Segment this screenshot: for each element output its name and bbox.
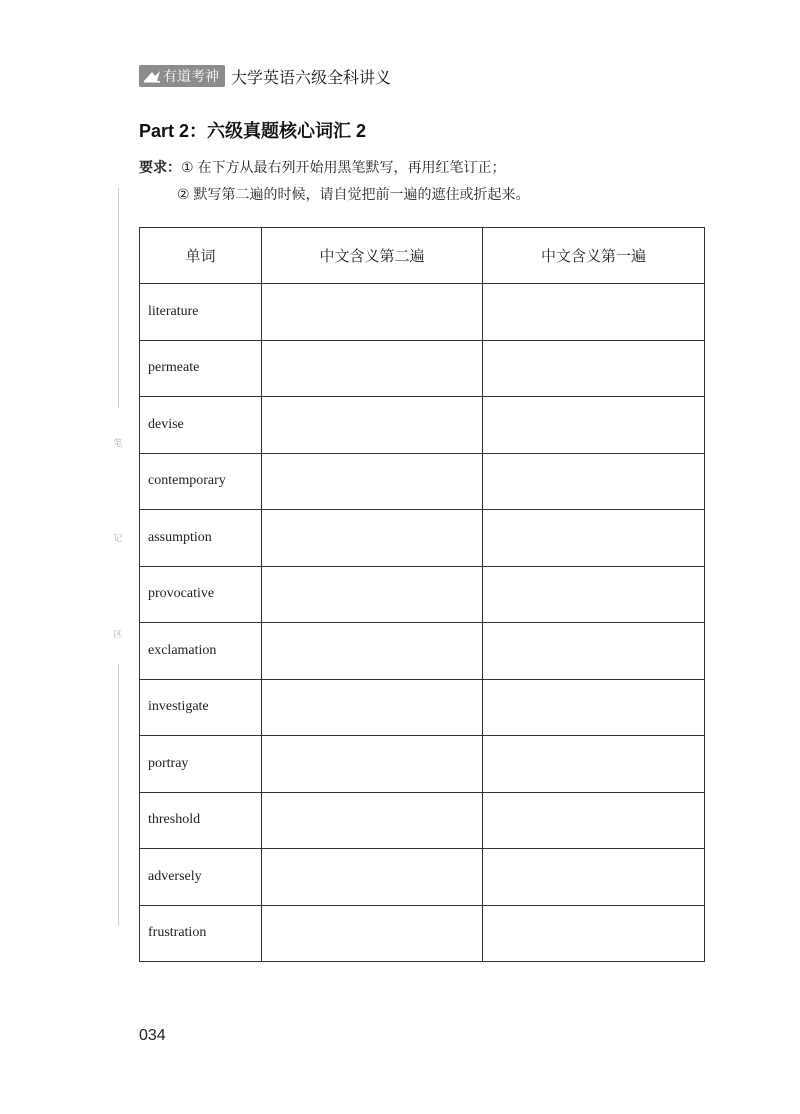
table-row xyxy=(140,453,705,510)
meaning-second-cell[interactable] xyxy=(262,566,483,623)
word-cell: threshold xyxy=(140,792,262,849)
table-row xyxy=(140,284,705,341)
meaning-second-cell[interactable] xyxy=(262,849,483,906)
word-cell: devise xyxy=(140,397,262,454)
meaning-second-cell[interactable] xyxy=(262,340,483,397)
meaning-second-cell[interactable] xyxy=(262,284,483,341)
word-cell: exclamation xyxy=(140,623,262,680)
word-cell: adversely xyxy=(140,849,262,906)
meaning-first-cell[interactable] xyxy=(483,736,705,793)
header-meaning-first: 中文含义第一遍 xyxy=(483,228,705,284)
table-row xyxy=(140,510,705,567)
requirement-line-1 xyxy=(139,157,505,177)
word-cell: literature xyxy=(140,284,262,341)
meaning-second-cell[interactable] xyxy=(262,679,483,736)
word-cell: permeate xyxy=(140,340,262,397)
meaning-first-cell[interactable] xyxy=(483,679,705,736)
meaning-second-cell[interactable] xyxy=(262,397,483,454)
meaning-first-cell[interactable] xyxy=(483,849,705,906)
word-cell: assumption xyxy=(140,510,262,567)
meaning-second-cell[interactable] xyxy=(262,736,483,793)
table-header-row xyxy=(140,228,705,284)
notes-margin-char-3: 区 xyxy=(113,629,123,639)
meaning-first-cell[interactable] xyxy=(483,792,705,849)
table-row xyxy=(140,792,705,849)
brand-badge xyxy=(139,65,225,87)
meaning-first-cell[interactable] xyxy=(483,284,705,341)
word-cell: contemporary xyxy=(140,453,262,510)
table-row xyxy=(140,905,705,962)
meaning-second-cell[interactable] xyxy=(262,453,483,510)
meaning-first-cell[interactable] xyxy=(483,566,705,623)
table-row xyxy=(140,849,705,906)
notes-margin-char-2: 记 xyxy=(113,533,123,543)
notes-margin-line-bottom xyxy=(118,664,119,926)
meaning-first-cell[interactable] xyxy=(483,905,705,962)
requirement-line-2: ② 默写第二遍的时候，请自觉把前一遍的遮住或折起来。 xyxy=(177,186,530,202)
word-cell: portray xyxy=(140,736,262,793)
meaning-first-cell[interactable] xyxy=(483,510,705,567)
word-cell: provocative xyxy=(140,566,262,623)
table-row xyxy=(140,736,705,793)
table-row xyxy=(140,340,705,397)
header-meaning-second: 中文含义第二遍 xyxy=(262,228,483,284)
meaning-second-cell[interactable] xyxy=(262,905,483,962)
header-word: 单词 xyxy=(140,228,262,284)
requirement-text-1: ① 在下方从最右列开始用黑笔默写，再用红笔订正； xyxy=(181,159,506,175)
meaning-second-cell[interactable] xyxy=(262,623,483,680)
logo-icon xyxy=(143,69,161,83)
meaning-first-cell[interactable] xyxy=(483,623,705,680)
notes-margin-char-1: 笔 xyxy=(113,438,123,448)
meaning-first-cell[interactable] xyxy=(483,340,705,397)
table-row xyxy=(140,566,705,623)
page-number: 034 xyxy=(139,1027,166,1044)
requirement-label: 要求： xyxy=(139,159,181,175)
page-header xyxy=(139,64,391,88)
meaning-second-cell[interactable] xyxy=(262,792,483,849)
section-title: Part 2：六级真题核心词汇 2 xyxy=(139,121,367,141)
book-title: 大学英语六级全科讲义 xyxy=(231,69,392,87)
notes-margin-line-top xyxy=(118,188,119,408)
table-row xyxy=(140,397,705,454)
meaning-first-cell[interactable] xyxy=(483,453,705,510)
table-row xyxy=(140,679,705,736)
brand-badge-text: 有道考神 xyxy=(163,68,219,84)
vocabulary-table xyxy=(139,227,705,962)
table-row xyxy=(140,623,705,680)
word-cell: frustration xyxy=(140,905,262,962)
meaning-first-cell[interactable] xyxy=(483,397,705,454)
meaning-second-cell[interactable] xyxy=(262,510,483,567)
word-cell: investigate xyxy=(140,679,262,736)
